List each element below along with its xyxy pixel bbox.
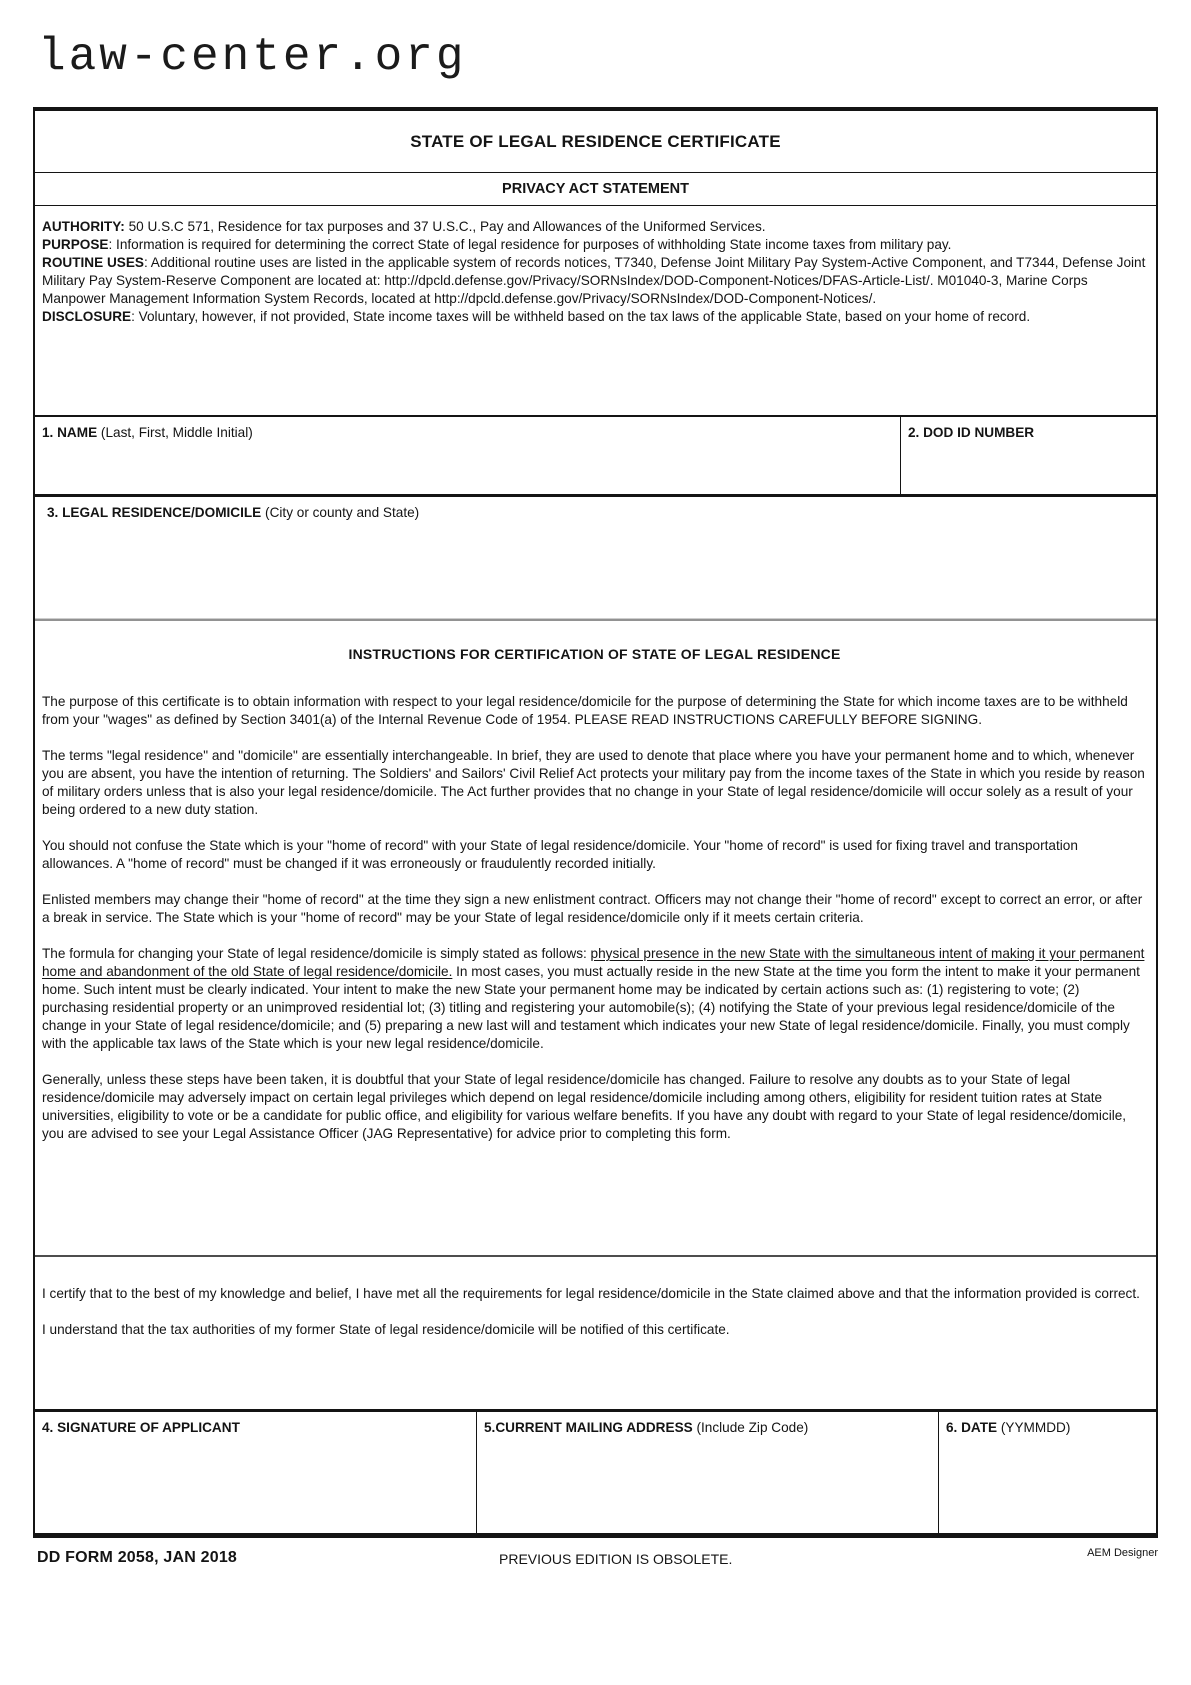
field-date-label <box>939 1412 1156 1436</box>
fields-row-name-dod <box>35 417 1156 497</box>
field-date-input[interactable] <box>939 1436 1156 1533</box>
field-date-hint: (YYMMDD) <box>1000 1420 1071 1435</box>
field-signature-label <box>35 1412 476 1436</box>
field-legal-residence-label <box>35 497 1156 521</box>
field-dod-id-input[interactable] <box>901 441 1156 494</box>
privacy-item-purpose <box>42 236 1147 254</box>
field-name-label-bold: 1. NAME <box>42 425 98 440</box>
form-footer <box>33 1546 1158 1572</box>
privacy-label: ROUTINE USES <box>42 255 144 270</box>
fields-row-signature-address-date <box>35 1409 1156 1533</box>
field-mailing-address-input[interactable] <box>477 1436 938 1533</box>
instructions-paragraph-5-underlined: physical presence in the new State with the simultaneous intent of making it your permanent home and abandonment of the old State of legal residence/domicile. <box>42 946 1145 979</box>
field-signature-cell <box>35 1412 477 1533</box>
notification-statement: I understand that the tax authorities of my former State of legal residence/domicile will be notified of this certificate. <box>42 1322 730 1337</box>
privacy-label: AUTHORITY: <box>42 219 125 234</box>
privacy-text: 50 U.S.C 571, Residence for tax purposes and 37 U.S.C., Pay and Allowances of the Uniformed Services. <box>124 219 766 234</box>
field-mailing-address-label-bold: 5.CURRENT MAILING ADDRESS <box>484 1420 693 1435</box>
field-name-cell <box>35 417 901 494</box>
field-mailing-address-cell <box>477 1412 939 1533</box>
field-legal-residence-input[interactable] <box>35 521 1156 618</box>
instructions-paragraph-5-lead: The formula for changing your State of legal residence/domicile is simply stated as follows: <box>42 946 591 961</box>
instructions-paragraph-1: The purpose of this certificate is to obtain information with respect to your legal residence/domicile for the purpose of determining the State for which income taxes are to be withheld from your "wages" as defined by Section 3401(a) of the Internal Revenue Code of 1954. PLEASE READ INSTRUCTIONS CAREFULLY BEFORE SIGNING. <box>42 694 1128 727</box>
privacy-text: : Information is required for determining the correct State of legal residence for purposes of withholding State income taxes from military pay. <box>108 237 952 252</box>
dd-form-2058 <box>33 107 1158 1538</box>
field-date-cell <box>939 1412 1156 1533</box>
instructions-section <box>35 621 1156 1255</box>
certification-statement: I certify that to the best of my knowledge and belief, I have met all the requirements for legal residence/domicile in the State claimed above and that the information provided is correct. <box>42 1286 1140 1301</box>
form-title: STATE OF LEGAL RESIDENCE CERTIFICATE <box>35 111 1156 173</box>
field-mailing-address-label <box>477 1412 938 1436</box>
privacy-item-authority <box>42 218 1147 236</box>
edition-note: PREVIOUS EDITION IS OBSOLETE. <box>499 1551 733 1567</box>
form-number: DD FORM 2058, JAN 2018 <box>37 1549 238 1566</box>
instructions-title: INSTRUCTIONS FOR CERTIFICATION OF STATE OF LEGAL RESIDENCE <box>348 646 841 662</box>
instructions-paragraph-3: You should not confuse the State which is your "home of record" with your State of legal residence/domicile. Your "home of record" is used for fixing travel and transportation allowances. A "home of record" must be changed if it was erroneously or fraudulently recorded initially. <box>42 838 1078 871</box>
field-name-hint: (Last, First, Middle Initial) <box>100 425 253 440</box>
privacy-act-title: PRIVACY ACT STATEMENT <box>35 173 1156 206</box>
designer-credit: AEM Designer <box>1087 1547 1158 1559</box>
privacy-label: DISCLOSURE <box>42 309 132 324</box>
instructions-paragraph-5 <box>42 945 1147 1053</box>
field-dod-id-label <box>901 417 1156 441</box>
field-signature-label-bold: 4. SIGNATURE OF APPLICANT <box>42 1420 240 1435</box>
field-mailing-address-hint: (Include Zip Code) <box>696 1420 809 1435</box>
field-date-label-bold: 6. DATE <box>946 1420 998 1435</box>
privacy-label: PURPOSE <box>42 237 109 252</box>
field-dod-id-label-bold: 2. DOD ID NUMBER <box>908 425 1035 440</box>
privacy-item-disclosure <box>42 308 1147 326</box>
privacy-text: : Voluntary, however, if not provided, State income taxes will be withheld based on the tax laws of the applicable State, based on your home of record. <box>131 309 1031 324</box>
field-signature-input[interactable] <box>35 1436 476 1533</box>
privacy-item-routine-uses <box>42 254 1147 308</box>
instructions-paragraph-6: Generally, unless these steps have been taken, it is doubtful that your State of legal residence/domicile has changed. Failure to resolve any doubts as to your State of legal residence/domicile may adversely impact on certain legal privileges which depend on legal residence/domicile including among others, eligibility for resident tuition rates at State universities, eligibility to vote or be a candidate for public office, and eligibility for various welfare benefits. If you have any doubt with regard to your State of legal residence/domicile, you are advised to see your Legal Assistance Officer (JAG Representative) for advice prior to completing this form. <box>42 1072 1127 1141</box>
certification-section <box>35 1255 1156 1409</box>
instructions-paragraph-5-rest: In most cases, you must actually reside in the new State at the time you form the intent to make it your permanent home. Such intent must be clearly indicated. Your intent to make the new State your permanent home may be indicated by certain actions such as: (1) registering to vote; (2) purchasing residential property or an unimproved residential lot; (3) titling and registering your automobile(s); (4) notifying the State of your previous legal residence/domicile of the change in your State of legal residence/domicile; and (5) preparing a new last will and testament which indicates your new State of legal residence/domicile. Finally, you must comply with the applicable tax laws of the State which is your new legal residence/domicile. <box>42 964 1140 1051</box>
field-legal-residence-label-bold: 3. LEGAL RESIDENCE/DOMICILE <box>47 505 262 520</box>
field-dod-id-cell <box>901 417 1156 494</box>
site-logo: law-center.org <box>38 31 467 83</box>
field-legal-residence-hint: (City or county and State) <box>265 505 420 520</box>
field-legal-residence-cell <box>35 497 1156 618</box>
field-name-label <box>35 417 900 441</box>
privacy-text: : Additional routine uses are listed in the applicable system of records notices, T7340, Defense Joint Military Pay System-Active Component, and T7344, Defense Joint Military Pay System-Reserve Component are located at: http://dpcld.defense.gov/Privacy/SORNsIndex/DOD-Component-Notices/DFAS-Article-List/. M01040-3, Marine Corps Manpower Management Information System Records, located at http://dpcld.defense.gov/Privacy/SORNsIndex/DOD-Component-Notices/. <box>42 255 1146 306</box>
field-name-input[interactable] <box>35 441 900 494</box>
privacy-act-body <box>35 206 1156 417</box>
instructions-paragraph-2: The terms "legal residence" and "domicile" are essentially interchangeable. In brief, they are used to denote that place where you have your permanent home and to which, whenever you are absent, you have the intention of returning. The Soldiers' and Sailors' Civil Relief Act protects your military pay from the income taxes of the State in which you reside by reason of military orders unless that is also your legal residence/domicile. The Act further provides that no change in your State of legal residence/domicile will occur solely as a result of your being ordered to a new duty station. <box>42 748 1145 817</box>
instructions-paragraph-4: Enlisted members may change their "home of record" at the time they sign a new enlistment contract. Officers may not change their "home of record" except to correct an error, or after a break in service. The State which is your "home of record" may be your State of legal residence/domicile only if it meets certain criteria. <box>42 892 1143 925</box>
